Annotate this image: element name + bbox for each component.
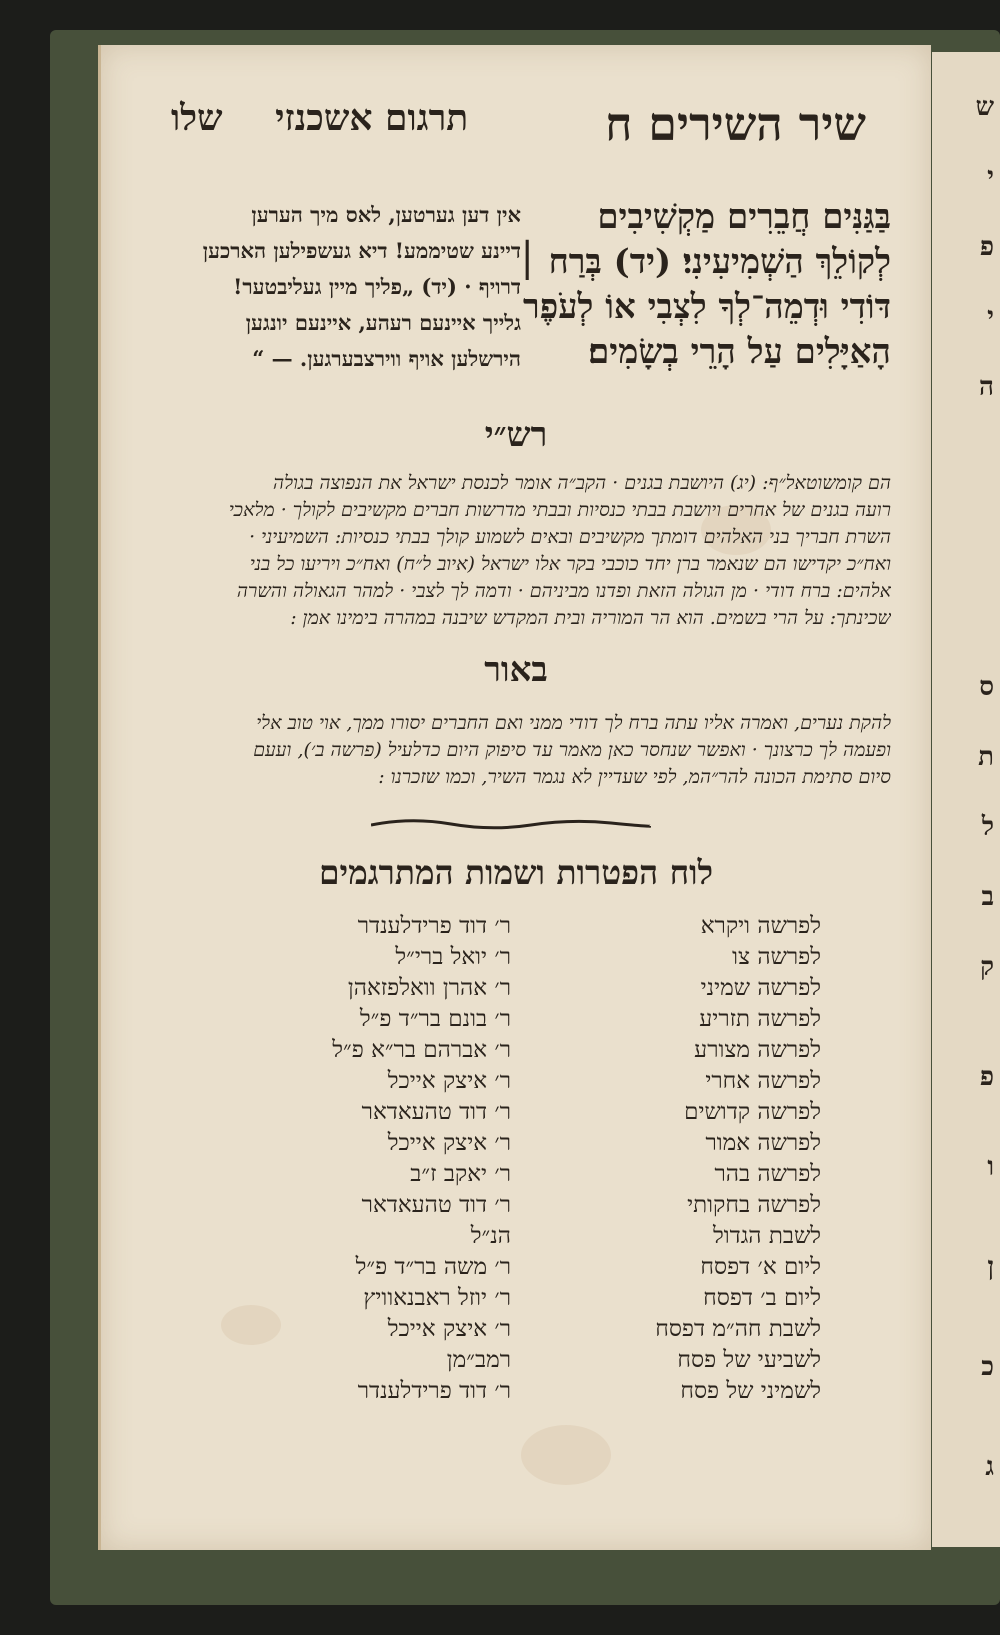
running-header [161,87,891,157]
haftarot-table-title: לוח הפטרות ושמות המתרגמים [318,853,714,892]
biur-line: ופעמה לך כרצונך · ואפשר שנחסר כאן מאמר עד סיפוק היום כדלעיל (פרשה ב׳), ועעם [253,739,891,761]
table-row [181,1378,851,1409]
translator-cell: ר׳ דוד טהעאדאר [361,1099,511,1125]
translator-cell: ר׳ איצק אייכל [387,1068,511,1094]
translation-title: תרגום אשכנזי [275,97,469,139]
translator-cell: ר׳ יוזל ראבנאוויץ [363,1285,511,1311]
rashi-line: רועה בגנים של אחרים ויושבת בבתי כנסיות ובבתי מדרשות חברים מקשיבים לקולך · מלאכי [228,499,891,521]
parasha-cell: לפרשה בחקותי [687,1192,821,1218]
rashi-line: אלהים: ברח דודי · מן הגולה הזאת ופדנו מביניהם · ודמה לך לצבי · למהר הגאולה והשרה [236,580,891,602]
verse-line: הָאַיָּלִים עַל הָרֵי בְשָׂמִים׃ [588,332,891,372]
facing-glyph: ש [975,92,994,122]
parasha-cell: לפרשה מצורע [694,1037,821,1063]
facing-glyph: פ [979,1062,994,1092]
facing-glyph: ו [987,1152,994,1182]
table-row [181,1037,851,1068]
table-row [181,975,851,1006]
parasha-cell: לשמיני של פסח [680,1378,821,1404]
parasha-cell: לפרשה אמור [705,1130,821,1156]
translation-line: הירשלען אויף ווירצבערגען. — “ [252,346,521,371]
facing-glyph: ק [980,952,994,982]
page-number: שלו [171,97,223,139]
table-row [181,944,851,975]
table-row [181,1161,851,1192]
parasha-cell: ליום א׳ דפסח [700,1254,821,1280]
book-title: שיר השירים ח [605,97,866,151]
translator-cell: ר׳ איצק אייכל [387,1316,511,1342]
translator-cell: ר׳ בונם בר״ד פ״ל [359,1006,511,1032]
rashi-line: ואח״כ יקדישו הם שנאמר ברן יחד כוכבי בקר אלו ישראל (איוב ל״ח) ואח״כ ויריעו כל בני [249,553,891,575]
table-row [181,1099,851,1130]
translation-line: דיינע שטיממע! דיא געשפילען הארכען [202,238,521,263]
parasha-cell: לפרשה בהר [714,1161,821,1187]
translation-header [171,97,468,139]
translator-cell: ר׳ אברהם בר״א פ״ל [332,1037,511,1063]
translator-cell: ר׳ אהרן וואלפזאהן [347,975,511,1001]
table-row [181,1130,851,1161]
table-row [181,1285,851,1316]
facing-glyph: ת [978,742,994,772]
biur-line: להקת נערים, ואמרה אליו עתה ברח לך דודי ממני ואם החברים יסורו ממך, אוי טוב אלי [256,712,891,734]
table-row [181,1254,851,1285]
translator-cell: ר׳ יואל ברי״ל [395,944,511,970]
translator-cell: הנ״ל [470,1223,511,1249]
facing-page-edge [932,52,1000,1547]
table-row [181,1006,851,1037]
verse-line: לְקוֹלֵךְ הַשְׁמִיעִינִי׃ (יד) בְּרַח ׀ [517,242,891,282]
facing-glyph: ה [979,372,994,402]
translation-line: דרויף · (יד) „פליך מיין געליבטער! [233,274,521,299]
parasha-cell: ליום ב׳ דפסח [703,1285,821,1311]
biur-title: באור [484,650,548,690]
rashi-title: רש״י [484,415,548,455]
translator-cell: ר׳ דוד טהעאדאר [361,1192,511,1218]
parasha-cell: לשבת הגדול [713,1223,821,1249]
facing-glyph: פ [979,232,994,262]
facing-glyph: ל [981,812,994,842]
parasha-cell: לפרשה אחרי [705,1068,821,1094]
table-row [181,913,851,944]
parasha-cell: לשביעי של פסח [677,1347,821,1373]
parasha-cell: לשבת חה״מ דפסח [655,1316,821,1342]
verse-line: בַּגַּנִּים חֲבֵרִים מַקְשִׁיבִים [597,197,891,237]
table-row [181,1223,851,1254]
translation-line: אין דען גערטען, לאס מיך הערען [251,202,521,227]
facing-glyph: ן [987,1252,994,1282]
parasha-cell: לפרשה ויקרא [700,913,821,939]
haftarot-table [181,913,851,1409]
german-translation [141,197,521,377]
rashi-line: שכינתך: על הרי בשמים. הוא הר המוריה ובית המקדש שיבנה במהרה בימינו אמן : [290,607,891,629]
rashi-line: הם קומשוטאל״ף: (יג) היושבת בגנים · הקב״ה אומר לכנסת ישראל את הנפוצה בגולה [272,472,891,494]
facing-glyph: ג [985,1452,994,1482]
hebrew-verse [517,195,891,375]
facing-glyph: ס [979,672,994,702]
parasha-cell: לפרשה צו [732,944,821,970]
table-row [181,1347,851,1378]
verse-line: דּוֹדִי וּדְמֵה־לְךָ לִצְבִי אוֹ לְעֹפֶר [523,287,891,327]
facing-glyph: כ [981,1352,994,1382]
biur-line: סיום סתימת הכונה להר״המ, לפי שעדיין לא נגמר השיר, וכמו שזכרנו : [378,766,891,788]
table-row [181,1068,851,1099]
parasha-cell: לפרשה שמיני [700,975,821,1001]
parasha-cell: לפרשה תזריע [699,1006,821,1032]
translator-cell: ר׳ יאקב ז״ב [410,1161,511,1187]
section-divider [371,815,651,835]
paper-stain [521,1425,611,1485]
facing-glyph: י [987,162,994,192]
table-row [181,1316,851,1347]
biur-commentary [141,710,891,791]
translator-cell: רמב״מן [446,1347,511,1373]
table-row [181,1192,851,1223]
facing-glyph: י [987,302,994,332]
translation-line: גלייך איינעם רעהע, איינעם יונגען [245,310,521,335]
book-page [98,45,931,1550]
parasha-cell: לפרשה קדושים [684,1099,821,1125]
rashi-commentary [141,470,891,632]
facing-glyph: ב [981,882,994,912]
translator-cell: ר׳ איצק אייכל [387,1130,511,1156]
translator-cell: ר׳ משה בר״ד פ״ל [355,1254,511,1280]
rashi-line: השרת חבריך בני האלהים דומתך מקשיבים ובאים לשמוע קולך בבתי כנסיות: השמיעיני · [249,526,891,548]
translator-cell: ר׳ דוד פרידלענדר [357,913,511,939]
translator-cell: ר׳ דוד פרידלענדר [357,1378,511,1404]
